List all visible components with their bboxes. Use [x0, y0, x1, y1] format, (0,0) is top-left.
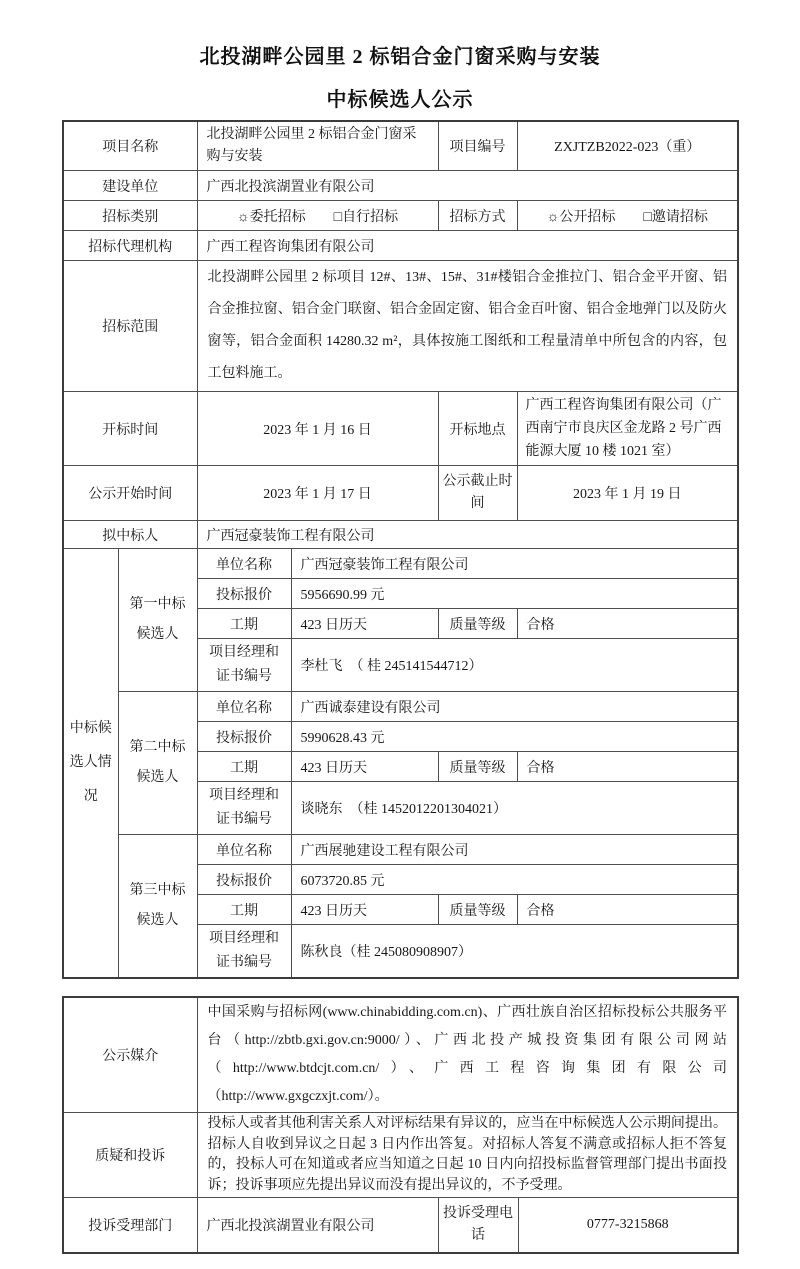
publicity-end-label: 公示截止时间 — [438, 466, 517, 521]
row-agency — [63, 231, 738, 261]
candidate-3-duration-label: 工期 — [197, 895, 291, 925]
bid-category-label: 招标类别 — [63, 201, 197, 231]
open-place-label: 开标地点 — [438, 392, 517, 466]
candidate-2-company-value: 广西诚泰建设有限公司 — [291, 692, 738, 722]
candidate-1-price-value: 5956690.99 元 — [291, 579, 738, 609]
complaint-phone-label: 投诉受理电话 — [438, 1198, 518, 1253]
complaint-dept-value: 广西北投滨湖置业有限公司 — [197, 1198, 438, 1253]
candidate-1-manager-label: 项目经理和证书编号 — [197, 639, 291, 692]
bid-method-label: 招标方式 — [438, 201, 517, 231]
candidate-2-manager-value: 谈晓东 （桂 1452012201304021） — [291, 782, 738, 835]
candidate-1-company-row — [63, 549, 738, 579]
project-no-label: 项目编号 — [438, 121, 517, 171]
candidate-2-duration-label: 工期 — [197, 752, 291, 782]
candidate-3-price-value: 6073720.85 元 — [291, 865, 738, 895]
publicity-start-label: 公示开始时间 — [63, 466, 197, 521]
row-bid-category — [63, 201, 738, 231]
open-place-value: 广西工程咨询集团有限公司（广西南宁市良庆区金龙路 2 号广西能源大厦 10 楼 1021 室） — [517, 392, 738, 466]
candidate-1-company-label: 单位名称 — [197, 549, 291, 579]
candidate-1-duration-label: 工期 — [197, 609, 291, 639]
objection-value: 投标人或者其他利害关系人对评标结果有异议的，应当在中标候选人公示期间提出。招标人自收到异议之日起 3 日内作出答复。对招标人答复不满意或招标人拒不答复的，投标人可在知道或者应当知道之日起 10 日内向招投标监督管理部门提出书面投诉；投诉事项应先提出异议而没有提出异议的，不予受理。 — [197, 1113, 738, 1198]
project-name-label: 项目名称 — [63, 121, 197, 171]
candidate-3-company-row — [63, 835, 738, 865]
row-objection — [63, 1113, 738, 1198]
proposed-winner-label: 拟中标人 — [63, 521, 197, 549]
scope-value: 北投湖畔公园里 2 标项目 12#、13#、15#、31#楼铝合金推拉门、铝合金平开窗、铝合金推拉窗、铝合金门联窗、铝合金固定窗、铝合金百叶窗、铝合金地弹门以及防火窗等，铝合金面积 14280.32 m²，具体按施工图纸和工程量清单中所包含的内容，包工包料施工。 — [197, 261, 738, 392]
candidate-2-quality-label: 质量等级 — [438, 752, 517, 782]
candidate-2-price-value: 5990628.43 元 — [291, 722, 738, 752]
candidates-section-label: 中标候选人情况 — [63, 549, 118, 979]
media-label: 公示媒介 — [63, 997, 197, 1113]
complaint-dept-label: 投诉受理部门 — [63, 1198, 197, 1253]
open-time-value: 2023 年 1 月 16 日 — [197, 392, 438, 466]
row-project-name — [63, 121, 738, 171]
project-no-value: ZXJTZB2022-023（重） — [517, 121, 738, 171]
candidate-3-rank-label: 第三中标候选人 — [118, 835, 197, 979]
row-open-time — [63, 392, 738, 466]
agency-value: 广西工程咨询集团有限公司 — [197, 231, 738, 261]
candidate-1-quality-value: 合格 — [517, 609, 738, 639]
owner-value: 广西北投滨湖置业有限公司 — [197, 171, 738, 201]
row-complaint — [63, 1198, 738, 1253]
document-title-line1: 北投湖畔公园里 2 标铝合金门窗采购与安装 — [199, 46, 601, 68]
document-title-line2: 中标候选人公示 — [326, 89, 474, 111]
row-publicity — [63, 466, 738, 521]
candidate-1-quality-label: 质量等级 — [438, 609, 517, 639]
project-name-value: 北投湖畔公园里 2 标铝合金门窗采购与安装 — [197, 121, 438, 171]
candidate-3-manager-value: 陈秋良（桂 245080908907） — [291, 925, 738, 979]
candidate-1-rank-label: 第一中标候选人 — [118, 549, 197, 692]
candidate-3-quality-value: 合格 — [517, 895, 738, 925]
candidate-2-rank-label: 第二中标候选人 — [118, 692, 197, 835]
candidate-3-manager-label: 项目经理和证书编号 — [197, 925, 291, 979]
candidate-1-company-value: 广西冠豪装饰工程有限公司 — [291, 549, 738, 579]
bid-method-value: ☼公开招标 □邀请招标 — [517, 201, 738, 231]
candidate-2-company-label: 单位名称 — [197, 692, 291, 722]
complaint-phone-value: 0777-3215868 — [518, 1198, 738, 1253]
candidate-2-price-label: 投标报价 — [197, 722, 291, 752]
candidate-3-price-label: 投标报价 — [197, 865, 291, 895]
bid-category-value: ☼委托招标 □自行招标 — [197, 201, 438, 231]
row-proposed-winner — [63, 521, 738, 549]
media-value: 中国采购与招标网(www.chinabidding.com.cn)、广西壮族自治区招标投标公共服务平台（http://zbtb.gxi.gov.cn:9000/）、广西北投产城投资集团有限公司网站（http://www.btdcjt.com.cn/）、广西工程咨询集团有限公司（http://www.gxgczxjt.com/）。 — [197, 997, 738, 1113]
proposed-winner-value: 广西冠豪装饰工程有限公司 — [197, 521, 738, 549]
open-time-label: 开标时间 — [63, 392, 197, 466]
candidate-1-price-label: 投标报价 — [197, 579, 291, 609]
main-table — [62, 120, 739, 979]
objection-label: 质疑和投诉 — [63, 1113, 197, 1198]
publicity-start-value: 2023 年 1 月 17 日 — [197, 466, 438, 521]
row-scope — [63, 261, 738, 392]
candidate-3-company-label: 单位名称 — [197, 835, 291, 865]
candidate-2-manager-label: 项目经理和证书编号 — [197, 782, 291, 835]
row-owner — [63, 171, 738, 201]
candidate-3-quality-label: 质量等级 — [438, 895, 517, 925]
candidate-2-duration-value: 423 日历天 — [291, 752, 438, 782]
candidate-3-company-value: 广西展驰建设工程有限公司 — [291, 835, 738, 865]
candidate-2-quality-value: 合格 — [517, 752, 738, 782]
bottom-table — [62, 996, 739, 1254]
candidate-3-duration-value: 423 日历天 — [291, 895, 438, 925]
publicity-end-value: 2023 年 1 月 19 日 — [517, 466, 738, 521]
agency-label: 招标代理机构 — [63, 231, 197, 261]
candidate-1-manager-value: 李杜飞 （ 桂 245141544712） — [291, 639, 738, 692]
owner-label: 建设单位 — [63, 171, 197, 201]
row-media — [63, 997, 738, 1113]
candidate-1-duration-value: 423 日历天 — [291, 609, 438, 639]
scope-label: 招标范围 — [63, 261, 197, 392]
candidate-2-company-row — [63, 692, 738, 722]
